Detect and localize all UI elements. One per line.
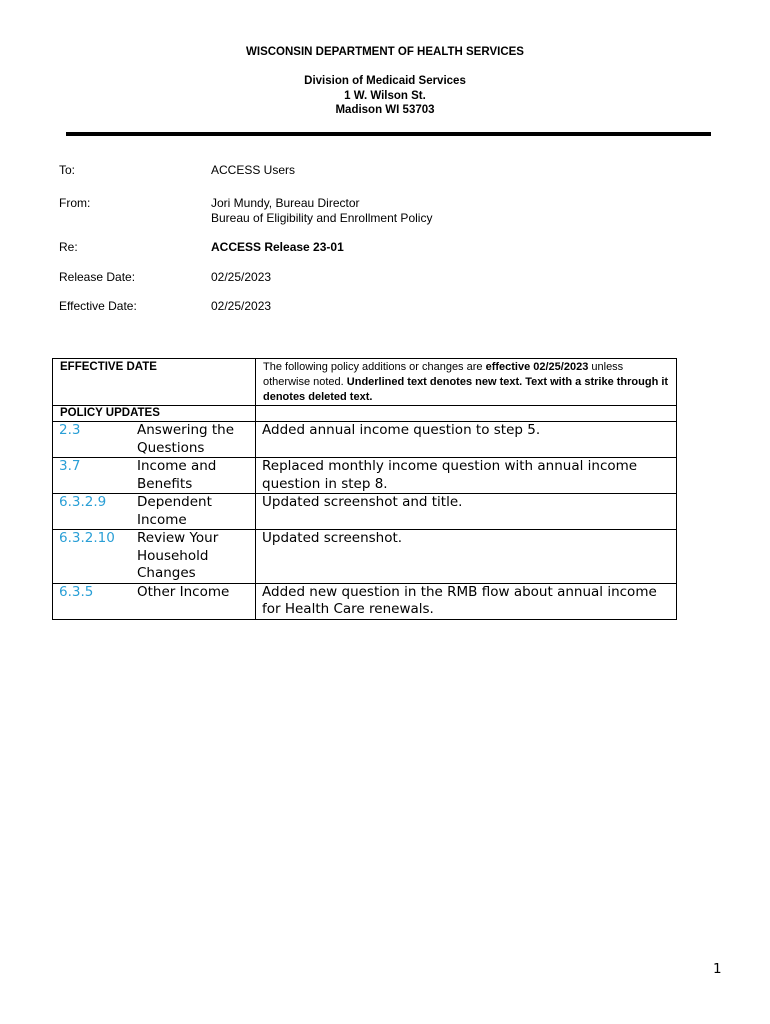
from-label: From: — [59, 196, 91, 210]
section-cell — [53, 530, 256, 584]
intro-text-2: unless otherwise noted. — [263, 361, 624, 388]
effective-date-header-row — [53, 359, 677, 406]
department-title: WISCONSIN DEPARTMENT OF HEALTH SERVICES — [246, 46, 524, 58]
table-row — [53, 583, 677, 619]
from-name: Jori Mundy, Bureau Director — [211, 196, 360, 210]
street-address: 1 W. Wilson St. — [344, 89, 426, 102]
section-link[interactable]: 3.7 — [59, 458, 81, 474]
intro-effective-date: effective 02/25/2023 — [485, 361, 589, 373]
policy-updates-table — [52, 358, 677, 620]
effective-date-value: 02/25/2023 — [211, 299, 272, 313]
page-number: 1 — [713, 961, 722, 977]
section-cell — [53, 422, 256, 458]
section-title: Other Income — [137, 583, 230, 600]
effective-date-label: Effective Date: — [59, 299, 137, 313]
policy-updates-header: POLICY UPDATES — [53, 406, 256, 422]
section-cell — [53, 494, 256, 530]
release-date-label: Release Date: — [59, 270, 136, 284]
table-row — [53, 494, 677, 530]
change-description: Replaced monthly income question with annual income question in step 8. — [256, 458, 677, 494]
city-address: Madison WI 53703 — [335, 104, 435, 116]
section-link[interactable]: 6.3.2.9 — [59, 494, 107, 510]
address-block — [0, 74, 770, 118]
change-description: Added annual income question to step 5. — [256, 422, 677, 458]
section-title: Income and Benefits — [137, 458, 217, 492]
section-title: Review Your Household Changes — [137, 530, 219, 581]
table-row — [53, 530, 677, 584]
section-title: Answering the Questions — [137, 422, 235, 456]
policy-intro-text — [256, 359, 677, 406]
table-row — [53, 458, 677, 494]
policy-updates-header-row — [53, 406, 677, 422]
intro-notation-legend: Underlined text denotes new text. Text with a strike through it denotes deleted text. — [263, 376, 669, 403]
section-cell — [53, 583, 256, 619]
to-value: ACCESS Users — [211, 163, 296, 177]
policy-updates-blank — [256, 406, 677, 422]
to-label: To: — [59, 163, 76, 177]
division-name: Division of Medicaid Services — [304, 75, 466, 87]
policy-rows — [53, 422, 677, 620]
change-description: Added new question in the RMB flow about annual income for Health Care renewals. — [256, 583, 677, 619]
change-description: Updated screenshot and title. — [256, 494, 677, 530]
header-divider — [66, 132, 711, 136]
table-row — [53, 422, 677, 458]
effective-date-header: EFFECTIVE DATE — [53, 359, 256, 406]
section-title: Dependent Income — [137, 494, 212, 528]
re-value: ACCESS Release 23-01 — [211, 240, 344, 254]
from-value — [211, 196, 432, 225]
section-link[interactable]: 6.3.2.10 — [59, 530, 115, 546]
section-link[interactable]: 6.3.5 — [59, 583, 94, 600]
section-cell — [53, 458, 256, 494]
re-label: Re: — [59, 240, 78, 254]
release-date-value: 02/25/2023 — [211, 270, 272, 284]
section-link[interactable]: 2.3 — [59, 422, 81, 438]
intro-text-1: The following policy additions or changes are — [263, 361, 486, 373]
from-bureau: Bureau of Eligibility and Enrollment Policy — [211, 210, 433, 225]
change-description: Updated screenshot. — [256, 530, 677, 584]
